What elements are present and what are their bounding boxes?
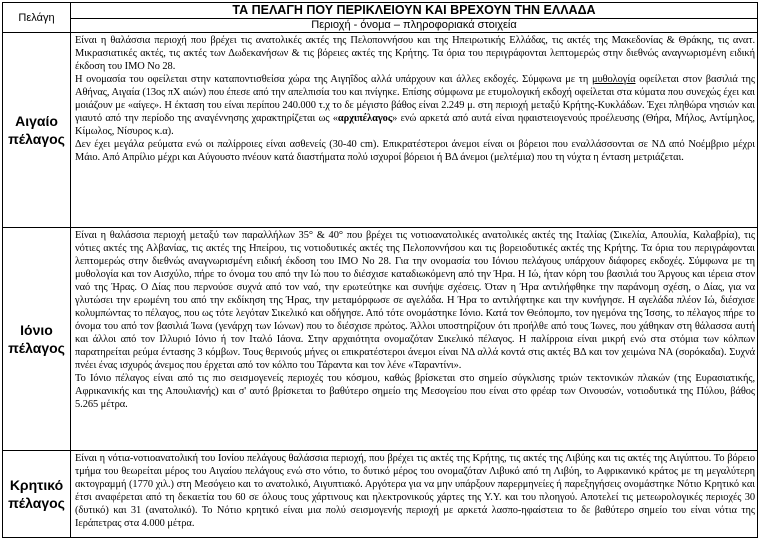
sea-description xyxy=(71,228,758,451)
sea-name-cell xyxy=(3,33,71,228)
column-header-seas: Πελάγη xyxy=(3,3,71,33)
text-run: οφείλεται στον βασιλιά της Αθήνας, Αιγαία (13ος πΧ αιών) που έπεσε από την απελπισία του και πνίγηκε. Επίσης σύμφωνα με ετυμολογική εκδοχή οφείλεται στα κύματα που συνεχώς έχει και μοιάζουν με «αίγες». Η έκταση του είναι περίπου 240.000 τ.χ το δε μέγιστο βάθος είναι 2.249 μ. στη περιοχή μεταξύ Κρήτης-Κυκλάδων. Έχει πληθώρα νησιών και γιαυτό από την περίοδο της αναγέννησης χαρακτηρίζεται ως « xyxy=(75,74,755,124)
description-paragraph xyxy=(75,73,755,138)
sea-name-cell xyxy=(3,451,71,538)
description-paragraph: Δεν έχει μεγάλα ρεύματα ενώ οι παλίρροιες είναι ασθενείς (30-40 cm). Επικρατέστεροι άνεμοι είναι οι βόρειοι που εναλλάσσονται σε ΝΔ από Νοέμβριο μέχρι Μάιο. Από Απρίλιο μέχρι και Αύγουστο πνέουν κατά διαστήματα πολύ ισχυροί βόρειοι ή ΒΔ άνεμοι (μελτέμια) που τη νύχτα η ένταση μετριάζεται. xyxy=(75,139,755,163)
column-header-info: Περιοχή - όνομα – πληροφοριακά στοιχεία xyxy=(71,19,758,33)
description-paragraph: Είναι η νότια-νοτιοανατολική του Ιονίου πελάγους θαλάσσια περιοχή, που βρέχει τις ακτές της Κρήτης, τις ακτές της Λιβύης και τις ακτές της Αιγύπτου. Το βόρειο τμήμα του θεωρείται μέρος του Αιγαίου πελάγους ενώ στο νότιο, το δυτικό μέρος του ονομαζόταν Λιβυκό από τη Λιβύη, το Αφρικανικό κράτος με τη μεγαλύτερη ακτογραμμή (1770 χιλ.) στη Μεσόγειο και το ανατολικό, Αιγυπτιακό. Αργότερα για να μην υπάρξουν παρερμηνείες ή παρεξηγήσεις ονομάστηκε Νότιο Κρητικό και έτσι αναφέρεται από τη δεκαετία του 60 σε όλους τους χάρτινους και ηλεκτρονικούς χάρτες της Υ.Υ. και του πλοηγού. Αποτελεί τις μετεωρολογικές περιοχές 30 (δυτικό) και 31 (ανατολικό). Το Νότιο κρητικό είναι μια πολύ σεισμογενής περιοχή με αρκετά λασπο-ηφαίστεια το δε βαθύτερο σημείο του είναι νότια της Ιεράπετρας στα 4.000 μέτρα. xyxy=(75,453,755,529)
table-subheader-row xyxy=(3,19,758,33)
description-paragraph: Το Ιόνιο πέλαγος είναι από τις πιο σεισμογενείς περιοχές του κόσμου, καθώς βρίσκεται στο σημείο σύγκλισης τριών τεκτονικών πλακών (της Ευρασιατικής, Αφρικανικής και της Απουλιανής) και σ' αυτό βρίσκεται το βαθύτερο σημείο της Μεσογείου που είναι στο φρέαρ των Οινουσών, νοτιοδυτικά της Πύλου, βάθος 5.265 μέτρα. xyxy=(75,373,755,410)
sea-name-line2: πέλαγος xyxy=(8,495,65,511)
table-header-row xyxy=(3,3,758,19)
sea-name-line2: πέλαγος xyxy=(8,131,65,147)
table-row-cretan xyxy=(3,451,758,538)
sea-description xyxy=(71,451,758,538)
mythology-link[interactable]: μυθολογία xyxy=(591,74,636,85)
sea-description xyxy=(71,33,758,228)
description-paragraph: Είναι η θαλάσσια περιοχή που βρέχει τις ανατολικές ακτές της Πελοποννήσου και της Ηπειρωτικής Ελλάδας, τις ακτές της Μακεδονίας & Θράκης, τις ανατ. Μικρασιατικές ακτές, τις ακτές των Δωδεκανήσων & τις βόρειες ακτές της Κρήτης. Τα όρια του περιγράφονται λεπτομερώς στην διεθνώς αναγνωρισμένη ειδική έκδοση του IMO No 28. xyxy=(75,35,755,72)
text-run: Η ονομασία του οφείλεται στην καταποντισθείσα χώρα της Αιγηΐδος αλλά υπάρχουν και άλλες εκδοχές. Σύμφωνα με τη xyxy=(75,74,592,85)
sea-name-line1: Ιόνιο xyxy=(20,322,53,338)
sea-name-cell xyxy=(3,228,71,451)
bold-term: αρχιπέλαγος xyxy=(337,113,393,124)
sea-name-line1: Αιγαίο xyxy=(15,113,58,129)
sea-name-line2: πέλαγος xyxy=(8,340,65,356)
table-row-aegean xyxy=(3,33,758,228)
seas-table xyxy=(2,2,758,538)
sea-name-line1: Κρητικό xyxy=(9,477,64,493)
table-title: ΤΑ ΠΕΛΑΓΗ ΠΟΥ ΠΕΡΙΚΛΕΙΟΥΝ ΚΑΙ ΒΡΕΧΟΥΝ ΤΗΝ ΕΛΛΑΔΑ xyxy=(71,3,758,19)
description-paragraph: Είναι η θαλάσσια περιοχή μεταξύ των παραλλήλων 35° & 40° που βρέχει τις νοτιοανατολικές ανατολικές ακτές της Ιταλίας (Σικελία, Απουλία, Καλαβρία), τις νότιες ακτές της Αλβανίας, τις ακτές της Ηπείρου, τις νοτιοδυτικές ακτές της Πελοποννήσου και τις βορειοδυτικές ακτές της Κρήτης. Τα όρια του περιγράφονται λεπτομερώς στην διεθνώς αναγνωρισμένη ειδική έκδοση του IMO No 28. Για την ονομασία του Ιόνιου πελάγους υπάρχουν διάφορες εκδοχές. Σύμφωνα με τη μυθολογία και τον Αισχύλο, πήρε το όνομα του από την Ιώ που το διέσχισε καταδιωκόμενη από την Ήρα. Η Ιώ, ήταν κόρη του βασιλιά του Άργους και ιέρεια στον ναό της Ήρας. Ο Δίας που περνούσε συχνά από τον ναό, την ερωτεύτηκε και συνήψε σχέσεις. Όταν η Ήρα αντιλήφθηκε την παράνομη σχέση, ο Δίας, για να γλυτώσει την ερωμένη του από την εκδίκηση της Ήρας, την μεταμόρφωσε σε αγελάδα. Η Ήρα το αντιλήφτηκε και την κυνήγησε. Η αγελάδα πλέον Ιώ, διέσχισε κολυμπώντας το πέλαγος, που ως τότε λεγόταν Σικελικό και οδήγησε. Από τότε ονομάστηκε Ιόνιο. Κατά τον Θεόπομπο, τον ηγεμόνα της Ίσσης, το πέλαγος πήρε το όνομα του από τον βασιλιά Ίωνα (γενάρχη των Ιώνων) που το διέσχισε πρώτος. Άλλοι υποστηρίζουν ότι προήλθε από τους Ίωνες, που χάθηκαν στη θάλασσα αυτή και άλλοι από τον Ιλλυριό Ιόνιο ή τον Ιταλό Ιάονα. Στην αρχαιότητα ονομαζόταν Σικελικό πέλαγος. Η παλίρροια είναι μικρή ενώ στα στόμια των κόλπων παρατηρείται ρεύμα έντασης 3 κόμβων. Τους θερινούς μήνες οι επικρατέστεροι άνεμοι είναι ΝΔ αλλά κοντά στις ακτές ΒΔ και τον χειμώνα ΝΑ (σορόκαδα). Συχνά πνέει ένας ισχυρός άνεμος που έρχεται από τον κόλπο του Τάραντα και τον λένε «Ταραντίνι». xyxy=(75,230,755,371)
text-run: » ενώ αρκετά από αυτά είναι ηφαιστειογενούς προέλευσης (Θήρα, Μήλος, Αντίμηλος, Κίμωλος, Νίσυρος κ.α). xyxy=(75,113,755,137)
table-row-ionian xyxy=(3,228,758,451)
